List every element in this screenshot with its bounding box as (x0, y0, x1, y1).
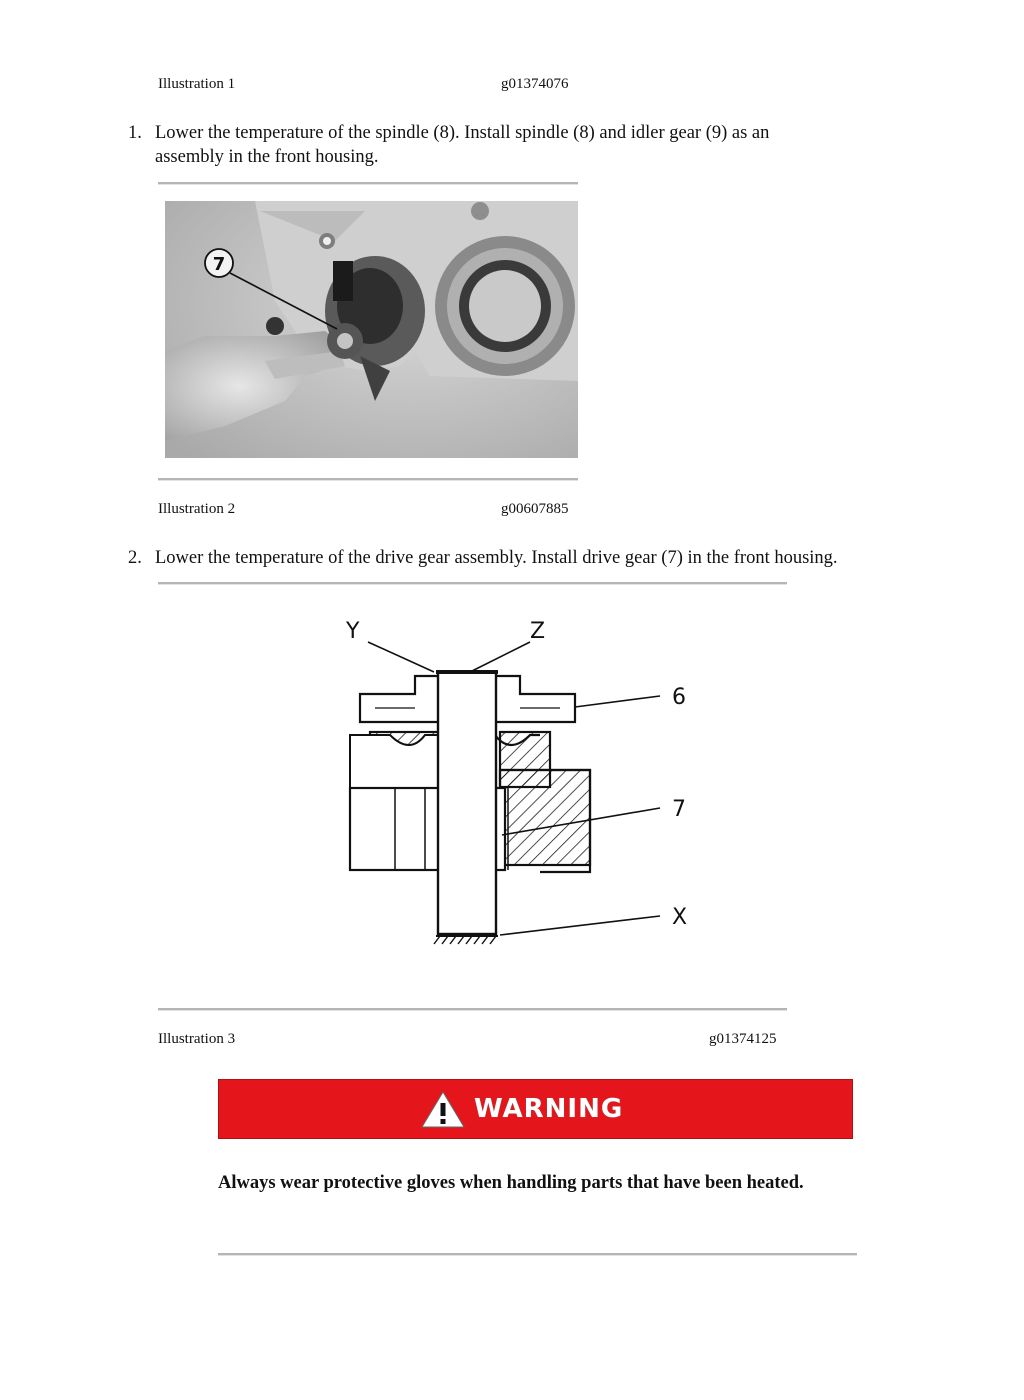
diagram-label-z: Z (530, 619, 546, 644)
step-1-number: 1. (128, 123, 142, 143)
illustration-2-code: g00607885 (501, 501, 569, 517)
leader-x (500, 916, 660, 935)
illustration-3-code: g01374125 (709, 1031, 777, 1047)
drive-gear-cross-section-diagram (330, 610, 710, 980)
divider (218, 1253, 857, 1256)
leader-y (368, 642, 434, 672)
illustration-3-label: Illustration 3 (158, 1031, 236, 1047)
illustration-1-label: Illustration 1 (158, 76, 236, 92)
illustration-2-label: Illustration 2 (158, 501, 236, 517)
diagram-label-6: 6 (672, 685, 686, 710)
divider (158, 182, 578, 185)
warning-message: Always wear protective gloves when handling parts that have been heated. (218, 1173, 804, 1193)
diagram-label-x: X (672, 905, 688, 930)
warning-banner-text: WARNING (474, 1094, 624, 1124)
step-1-text-line-2: assembly in the front housing. (155, 147, 379, 167)
front-housing-photo-drawing (165, 201, 578, 458)
divider (158, 478, 578, 481)
step-1-text-line-1: Lower the temperature of the spindle (8). Install spindle (8) and idler gear (9) as an (155, 123, 770, 143)
diagram-label-y: Y (346, 619, 360, 644)
divider (158, 582, 787, 585)
step-2-text: Lower the temperature of the drive gear assembly. Install drive gear (7) in the front housing. (155, 548, 838, 568)
step-2-number: 2. (128, 548, 142, 568)
step-2 (128, 546, 1008, 572)
divider (158, 1008, 787, 1011)
front-housing-photo (165, 201, 578, 458)
illustration-1-code: g01374076 (501, 76, 569, 92)
leader-6 (575, 696, 660, 707)
leader-z (470, 642, 530, 672)
callout-7-label: 7 (212, 254, 226, 275)
diagram-label-7: 7 (672, 797, 686, 822)
warning-triangle-icon (420, 1089, 466, 1129)
step-1 (128, 121, 988, 171)
